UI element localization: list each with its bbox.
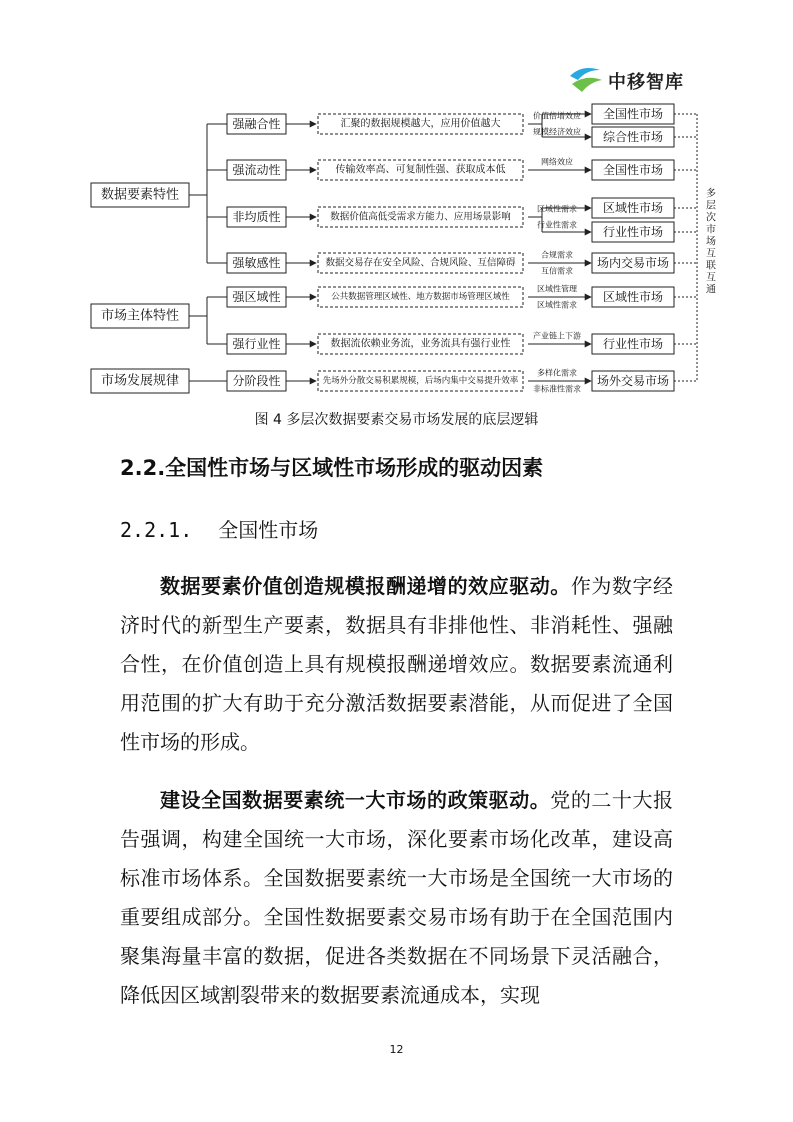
figure-caption: 图 4 多层次数据要素交易市场发展的底层逻辑 [254,412,539,428]
effect-label: 网络效应 [541,157,573,167]
effect-label: 区域性管理 [537,284,577,294]
side-label-char: 次 [706,212,716,224]
effect-label: 产业链上下游 [533,331,581,341]
paragraph-text: 作为数字经济时代的新型生产要素，数据具有非排他性、非消耗性、强融合性，在价值创造上具有规模报酬递增效应。数据要素流通利用范围的扩大有助于充分激活数据要素潜能，从而促进了全国性市场的形成。 [120,574,674,754]
feature-label: 分阶段性 [232,374,281,388]
effect-label: 规模经济效应 [533,127,581,137]
paragraph-text: 党的二十大报告强调，构建全国统一大市场，深化要素市场化改革，建设高标准市场体系。全国数据要素统一大市场是全国统一大市场的重要组成部分。全国性数据要素交易市场有助于在全国范围内聚集海量丰富的数据，促进各类数据在不同场景下灵活融合，降低因区域割裂带来的数据要素流通成本，实现 [120,788,674,1007]
effect-label: 合规需求 [541,250,573,260]
side-label-char: 互 [706,272,716,284]
paragraph [120,781,673,1015]
section-heading: 2.2.全国性市场与区域性市场形成的驱动因素 [120,456,544,480]
market-label: 场内交易市场 [596,256,670,270]
effect-label: 区域性需求 [537,204,577,214]
paragraph-lead: 数据要素价值创造规模报酬递增的效应驱动。 [160,574,571,598]
logic-diagram [0,0,793,405]
feature-label: 强行业性 [232,337,281,351]
feature-label: 强流动性 [232,163,281,177]
page-number: 12 [389,1043,404,1056]
market-label: 区域性市场 [602,290,664,304]
side-label-char: 互 [706,248,716,260]
description-label: 公共数据管理区域性、地方数据市场管理区域性 [331,292,510,302]
side-label-char: 多 [706,188,716,200]
category-label: 市场主体特性 [100,308,180,324]
description-label: 先场外分散交易积累规模，后场内集中交易提升效率 [322,376,519,386]
logo-text: 中移智库 [608,72,684,93]
category-label: 数据要素特性 [100,187,180,203]
effect-label: 互信需求 [541,266,573,276]
description-label: 数据交易存在安全风险、合规风险、互信障碍 [325,257,516,269]
side-label-char: 联 [706,260,716,272]
market-label: 行业性市场 [602,225,664,239]
market-label: 行业性市场 [602,337,664,351]
effect-label: 非标准性需求 [533,384,581,394]
paragraph [120,567,673,762]
description-label: 数据价值高低受需求方能力、应用场景影响 [330,211,511,223]
side-label-char: 层 [706,200,716,212]
market-label: 全国性市场 [602,163,664,177]
effect-label: 行业性需求 [537,220,577,230]
feature-label: 强融合性 [232,117,281,131]
subsection-title: 全国性市场 [218,518,319,542]
effect-label: 多样化需求 [537,368,577,378]
side-label-char: 市 [706,224,716,236]
market-label: 综合性市场 [602,130,664,144]
effect-label: 区域性需求 [537,300,577,310]
subsection-heading [120,514,318,543]
description-label: 汇聚的数据规模越大，应用价值越大 [340,118,501,130]
feature-label: 非均质性 [232,210,281,224]
market-label: 场外交易市场 [596,374,670,388]
description-label: 传输效率高、可复制性强、获取成本低 [335,164,506,176]
side-label-char: 场 [706,236,716,248]
subsection-number: 2.2.1. [120,518,193,542]
market-label: 区域性市场 [602,201,664,215]
side-label-char: 通 [706,284,716,296]
effect-label: 价值倍增效应 [533,111,581,121]
description-label: 数据流依赖业务流，业务流具有强行业性 [330,338,511,350]
paragraph-lead: 建设全国数据要素统一大市场的政策驱动。 [160,788,551,812]
market-label: 全国性市场 [602,107,664,121]
feature-label: 强区域性 [232,290,281,304]
feature-label: 强敏感性 [232,256,281,270]
category-label: 市场发展规律 [100,373,180,389]
